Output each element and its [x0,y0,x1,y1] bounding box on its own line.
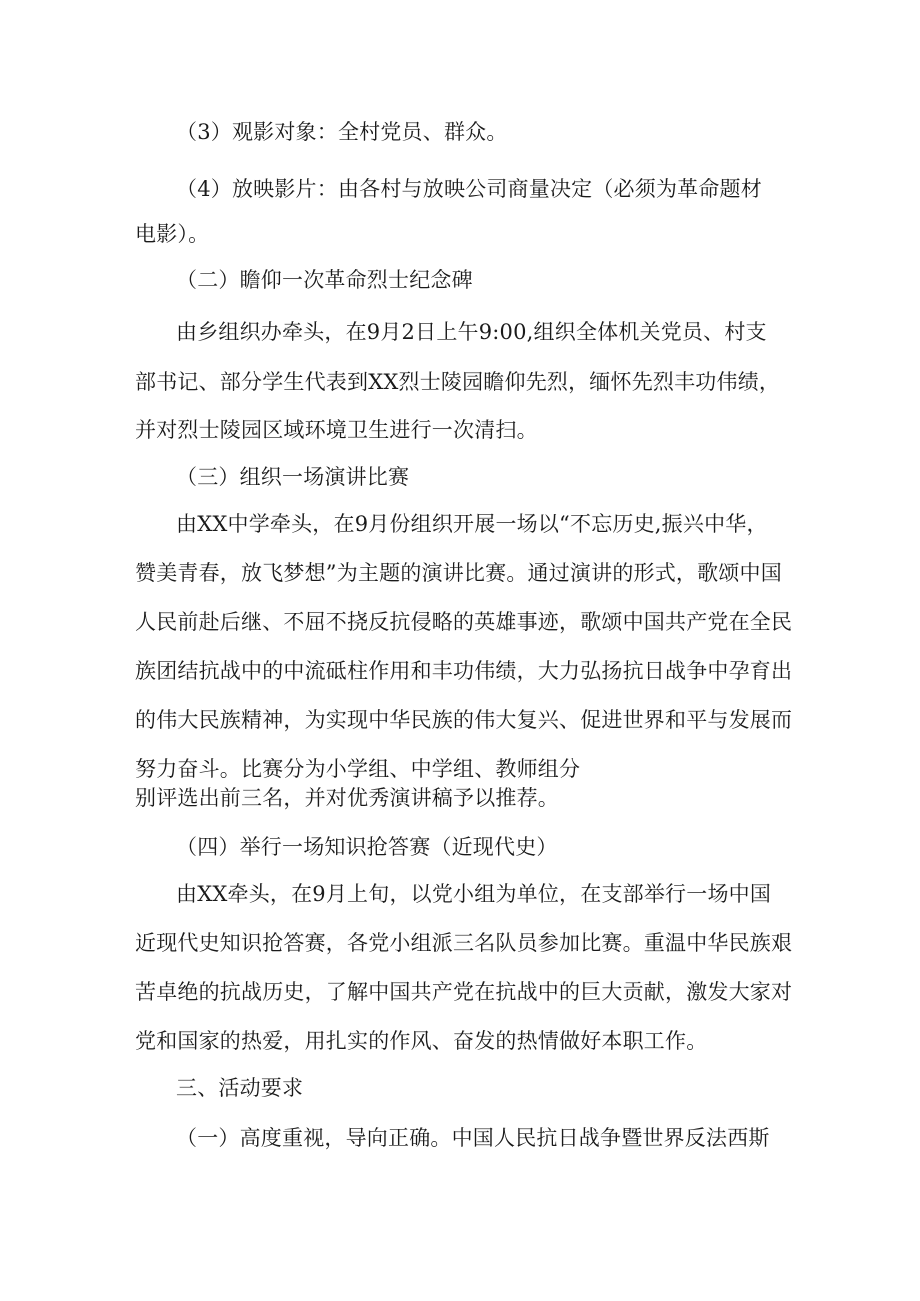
section-heading-activity-requirements: 三、活动要求 [176,1076,304,1100]
paragraph-2-line-1: 由乡组织办牵头，在9月2日上午9:00,组织全体机关党员、村支 [176,320,767,344]
paragraph-2-line-3: 并对烈士陵园区域环境卫生进行一次清扫。 [135,418,538,442]
section-heading-3: （三）组织一场演讲比赛 [176,465,410,489]
item-film-selection: （4）放映影片：由各村与放映公司商量决定（必须为革命题材 [176,177,762,201]
paragraph-3-line-2: 赞美青春，放飞梦想”为主题的演讲比赛。通过演讲的形式，歌颂中国 [135,561,782,585]
paragraph-3-line-6: 努力奋斗。比赛分为小学组、中学组、教师组分 [135,757,581,781]
item-viewing-audience: （3）观影对象：全村党员、群众。 [176,120,508,144]
section-heading-2: （二）瞻仰一次革命烈士纪念碑 [176,268,473,292]
paragraph-3-line-5: 的伟大民族精神，为实现中华民族的伟大复兴、促进世界和平与发展而 [135,708,793,732]
paragraph-3-line-7: 别评选出前三名，并对优秀演讲稿予以推荐。 [135,786,559,810]
requirement-1-line-1: （一）高度重视，导向正确。中国人民抗日战争暨世界反法西斯 [176,1126,770,1150]
paragraph-3-line-3: 人民前赴后继、不屈不挠反抗侵略的英雄事迹，歌颂中国共产党在全民 [135,610,793,634]
paragraph-4-line-2: 近现代史知识抢答赛，各党小组派三名队员参加比赛。重温中华民族艰 [135,931,793,955]
section-heading-4: （四）举行一场知识抢答赛（近现代史） [176,835,558,859]
paragraph-3-line-1: 由XX中学牵头，在9月份组织开展一场以“不忘历史,振兴中华， [176,512,768,536]
paragraph-4-line-1: 由XX牵头，在9月上旬，以党小组为单位，在支部举行一场中国 [176,882,772,906]
paragraph-2-line-2: 部书记、部分学生代表到XX烈士陵园瞻仰先烈，缅怀先烈丰功伟绩， [135,370,781,394]
paragraph-4-line-4: 党和国家的热爱，用扎实的作风、奋发的热情做好本职工作。 [135,1029,708,1053]
item-film-selection-cont: 电影）。 [135,222,210,246]
paragraph-3-line-4: 族团结抗战中的中流砥柱作用和丰功伟绩，大力弘扬抗日战争中孕育出 [135,659,793,683]
paragraph-4-line-3: 苦卓绝的抗战历史，了解中国共产党在抗战中的巨大贡献，激发大家对 [135,980,793,1004]
